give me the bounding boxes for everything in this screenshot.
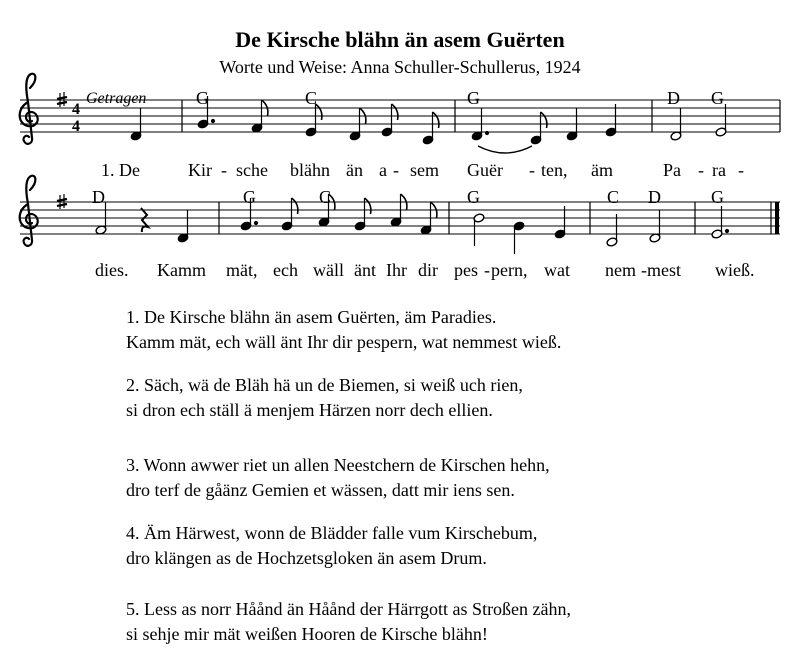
chord-symbol: C: [305, 88, 318, 108]
verse-line: Kamm mät, ech wäll änt Ihr dir pespern, wat nemmest wieß.: [126, 332, 562, 352]
verse-1: [126, 305, 561, 355]
chord-symbol: G: [243, 187, 256, 207]
chord-symbol: D: [92, 187, 105, 207]
lyric-hyphen: -: [738, 160, 744, 180]
verse-line: dro terf de gåänz Gemien et wässen, datt mir iens sen.: [126, 480, 515, 500]
time-sig-bottom: 4: [72, 118, 80, 135]
song-title: De Kirsche blähn än asem Guërten: [235, 27, 565, 52]
lyric-syllable: än: [346, 160, 363, 180]
lyric-hyphen: -: [641, 260, 647, 280]
staff-system-2: [20, 176, 780, 280]
lyric-syllable: wat: [544, 260, 570, 280]
lyric-syllable: pern,: [491, 260, 528, 280]
verse-4: [126, 521, 537, 571]
lyric-syllable: mät,: [226, 260, 258, 280]
lyric-hyphen: -: [484, 260, 490, 280]
lyric-syllable: dir: [418, 260, 438, 280]
lyric-syllable: wäll: [313, 260, 344, 280]
treble-clef-icon: [20, 74, 38, 144]
chord-symbol: G: [711, 88, 724, 108]
treble-clef-icon: [20, 176, 38, 246]
lyrics-system-1: [101, 160, 744, 180]
verse-3: [126, 453, 550, 503]
verse-line: 5. Less as norr Håånd än Håånd der Härrgott as Stroßen zähn,: [126, 599, 572, 619]
chord-symbol: G: [711, 187, 724, 207]
staff-system-1: [20, 74, 780, 180]
chord-symbol: G: [196, 88, 209, 108]
verse-line: 3. Wonn awwer riet un allen Neestchern de Kirschen hehn,: [126, 455, 550, 475]
lyric-hyphen: -: [221, 160, 227, 180]
chord-symbol: C: [607, 187, 620, 207]
lyric-hyphen: -: [393, 160, 399, 180]
lyric-syllable: nem: [605, 260, 636, 280]
lyric-syllable: a: [379, 160, 387, 180]
time-sig-top: 4: [72, 101, 80, 118]
verse-line: dro klängen as de Hochzetsgloken än asem Drum.: [126, 548, 487, 568]
chord-symbol: C: [319, 187, 332, 207]
lyric-syllable: Kamm: [157, 260, 206, 280]
tempo-marking: Getragen: [86, 90, 147, 107]
lyric-hyphen: -: [529, 160, 535, 180]
verse-line: si sehje mir mät weißen Hooren de Kirsche blähn!: [126, 624, 488, 644]
lyric-syllable: 1. De: [101, 160, 140, 180]
final-barline: [775, 202, 779, 234]
verse-2: [126, 373, 523, 423]
lyric-syllable: Kir: [188, 160, 212, 180]
chord-symbol: G: [467, 187, 480, 207]
verse-5: [126, 597, 571, 647]
verse-line: 2. Säch, wä de Bläh hä un de Biemen, si weiß uch rien,: [126, 375, 523, 395]
chord-symbol: D: [667, 88, 680, 108]
lyric-syllable: wieß.: [715, 260, 755, 280]
song-credits: Worte und Weise: Anna Schuller-Schullerus, 1924: [219, 57, 581, 77]
lyric-syllable: sche: [236, 160, 268, 180]
notes-system-2: [95, 194, 729, 254]
verse-line: 1. De Kirsche blähn än asem Guërten, äm Paradies.: [126, 307, 497, 327]
lyric-syllable: Ihr: [386, 260, 407, 280]
sheet-music: [0, 0, 800, 300]
lyric-syllable: ten,: [541, 160, 568, 180]
chord-symbol: D: [648, 187, 661, 207]
lyric-syllable: ra: [712, 160, 726, 180]
lyric-syllable: blähn: [290, 160, 330, 180]
verse-line: si dron ech ställ ä menjem Härzen norr dech ellien.: [126, 400, 493, 420]
lyric-syllable: Pa: [663, 160, 681, 180]
lyric-syllable: Guër: [467, 160, 503, 180]
lyric-syllable: pes: [454, 260, 478, 280]
lyrics-system-2: [95, 260, 755, 280]
lyric-syllable: ech: [273, 260, 298, 280]
lyric-syllable: sem: [410, 160, 439, 180]
lyric-syllable: änt: [354, 260, 376, 280]
lyric-hyphen: -: [698, 160, 704, 180]
chord-symbol: G: [467, 88, 480, 108]
lyric-syllable: äm: [591, 160, 613, 180]
lyric-syllable: mest: [647, 260, 681, 280]
verse-line: 4. Äm Härwest, wonn de Blädder falle vum Kirschebum,: [126, 523, 538, 543]
lyric-syllable: dies.: [95, 260, 129, 280]
